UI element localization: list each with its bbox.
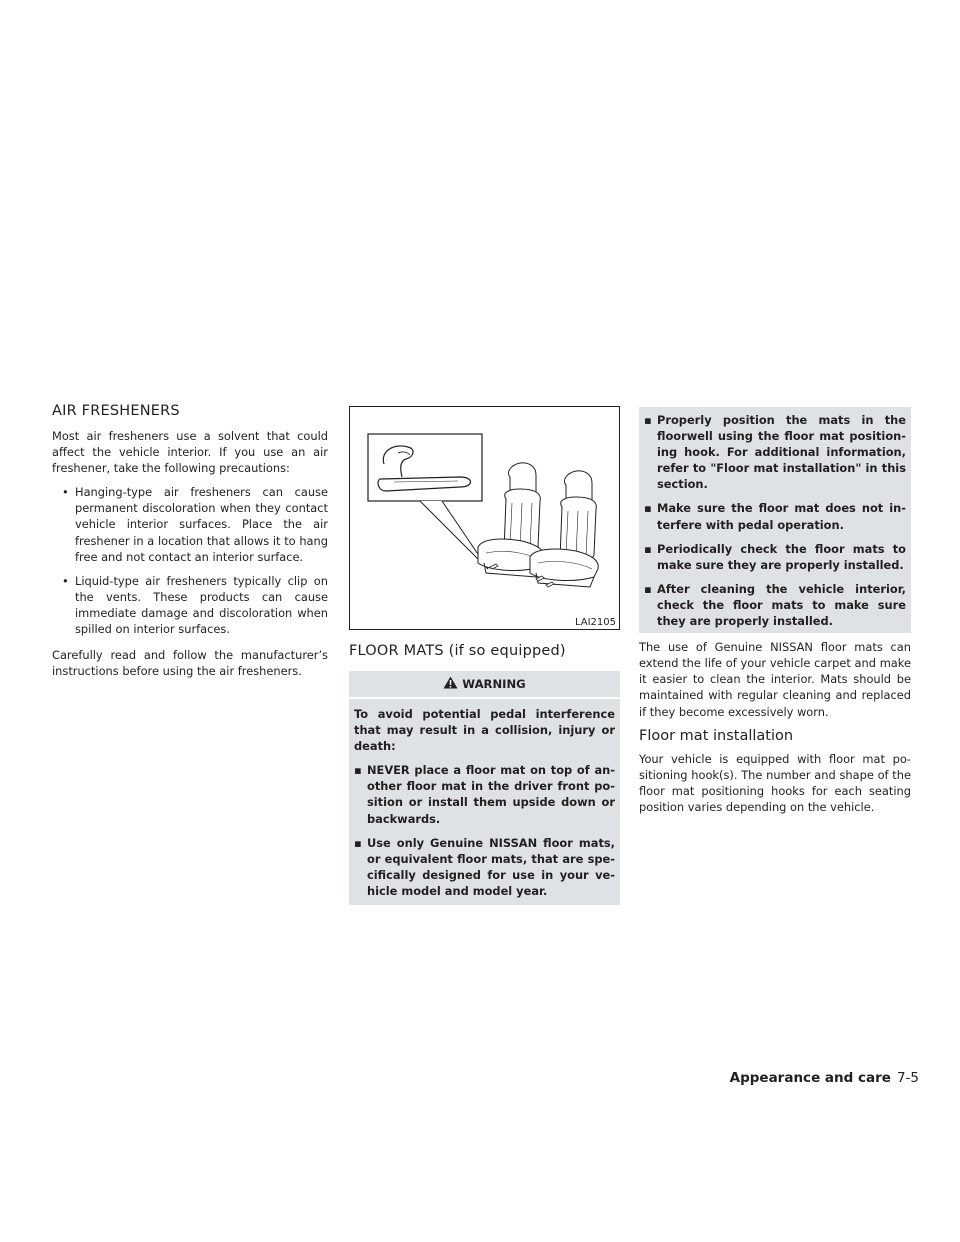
bullet-icon: ▪ (644, 581, 652, 596)
seat-illustration (349, 406, 620, 630)
list-item-text: NEVER place a floor mat on top of another floor mat in the driver front position or install them upside down or backwards. (367, 763, 615, 826)
air-fresheners-list (52, 484, 328, 637)
list-item (644, 500, 906, 532)
bullet-icon: ▪ (644, 413, 652, 427)
seat-right (530, 471, 598, 587)
column-floor-mats-cont (639, 403, 911, 823)
floor-mat-installation-heading: Floor mat installation (639, 727, 794, 744)
bullet-icon: • (62, 485, 69, 500)
list-item (354, 835, 615, 899)
column-floor-mats (349, 403, 620, 905)
list-item (644, 541, 906, 573)
bullet-icon: ▪ (644, 501, 652, 516)
air-fresheners-heading: AIR FRESHENERS (52, 403, 180, 419)
warning-label: WARNING (462, 677, 526, 691)
list-item-text: Properly position the mats in the floorwell using the floor mat positioning hook. For additional information, refer to "Floor mat installation" in this section. (657, 413, 906, 492)
list-item-text: Liquid-type air fresheners typically clip on the vents. These products can cause immediate damage and discoloration when spilled on interior surfaces. (75, 573, 328, 637)
list-item (644, 581, 906, 629)
warning-list (354, 762, 615, 899)
warning-body (349, 699, 620, 905)
warning-intro: To avoid potential pedal interference that may result in a collision, injury or death: (354, 707, 615, 754)
bullet-icon: ▪ (354, 835, 362, 850)
column-air-fresheners (52, 403, 328, 687)
floor-mat-installation-body: Your vehicle is equipped with floor mat positioning hook(s). The number and shape of the floor mat positioning hooks for each seating position varies depending on the vehicle. (639, 751, 911, 814)
list-item-text: Periodically check the floor mats to make sure they are properly installed. (657, 541, 906, 572)
floor-mats-heading: FLOOR MATS (if so equipped) (349, 643, 566, 659)
page-number: 7-5 (896, 1070, 919, 1086)
warning-triangle-icon (443, 676, 458, 692)
list-item (62, 484, 328, 564)
list-item-text: After cleaning the vehicle interior, check the floor mats to make sure they are properly installed. (657, 581, 906, 629)
bullet-icon: • (62, 573, 69, 588)
warning-box (349, 671, 620, 905)
warning-list-continued (644, 412, 906, 629)
list-item (354, 762, 615, 826)
list-item-text: Use only Genuine NISSAN floor mats, or equivalent floor mats, that are specifically designed for use in your vehicle model and model year. (367, 835, 615, 898)
list-item-text: Make sure the floor mat does not interfere with pedal operation. (657, 501, 906, 532)
air-fresheners-closing: Carefully read and follow the manufacturer’s instructions before using the air fresheners. (52, 648, 328, 679)
bullet-icon: ▪ (644, 541, 652, 556)
list-item (62, 573, 328, 637)
footer-section-title: Appearance and care (729, 1070, 891, 1086)
figure-label: LAI2105 (574, 617, 616, 628)
list-item (644, 412, 906, 492)
bullet-icon: ▪ (354, 763, 362, 778)
list-item-text: Hanging-type air fresheners can cause permanent discoloration when they contact vehicle interior surfaces. Place the air freshener in a location that allows it to hang free and not contact an interior surface. (75, 485, 328, 564)
warning-box-continued (639, 407, 911, 633)
air-fresheners-intro: Most air fresheners use a solvent that could affect the vehicle interior. If you use an air freshener, take the following precautions: (52, 429, 328, 476)
page-footer (730, 1070, 919, 1086)
floor-mats-body: The use of Genuine NISSAN floor mats can extend the life of your vehicle carpet and make it easier to clean the interior. Mats should be maintained with regular cleaning and replaced if they become excessively worn. (639, 640, 911, 719)
seat-floor-mat-drawing (350, 407, 619, 629)
warning-header (349, 671, 620, 699)
